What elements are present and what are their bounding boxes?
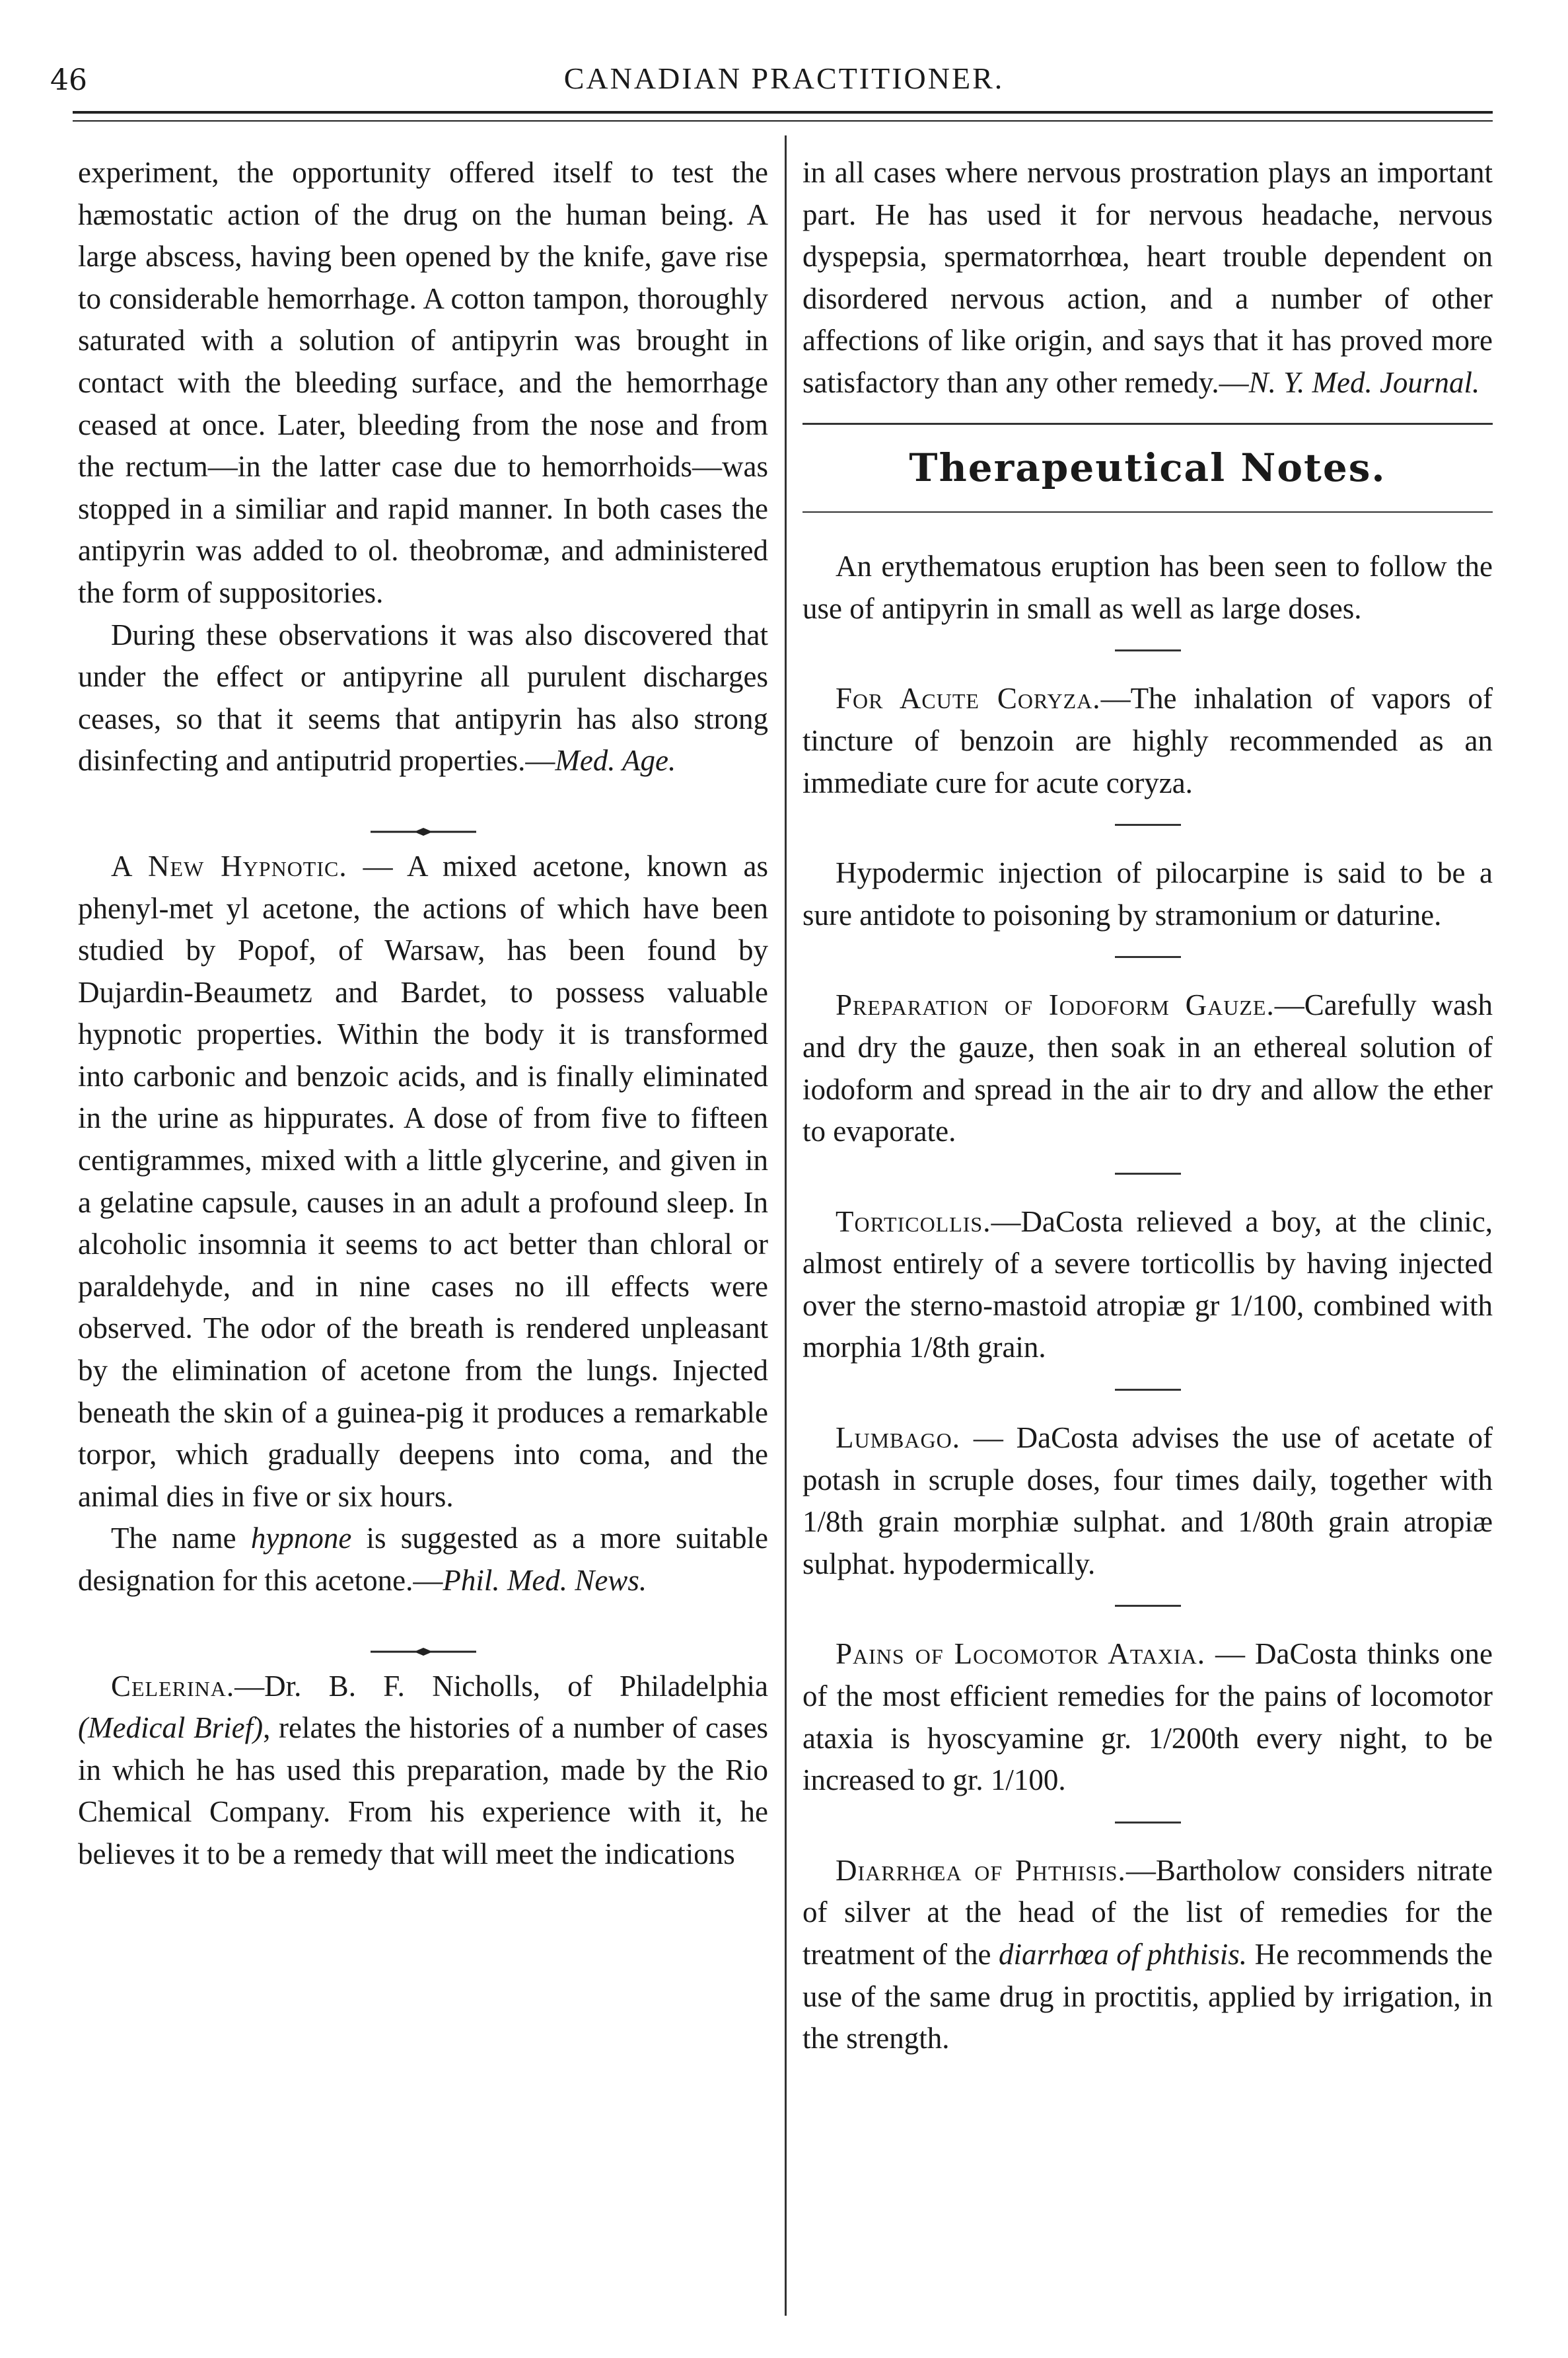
note-separator (1115, 1173, 1181, 1175)
italic-term: diarrhœa of phthisis. (998, 1938, 1248, 1971)
article-hypnone-paragraph (78, 1518, 768, 1602)
article-heading: Celerina. (111, 1669, 235, 1703)
column-divider (785, 135, 787, 2316)
note-separator (1115, 1389, 1181, 1391)
note-heading: Lumbago. (836, 1421, 960, 1455)
ornament-divider (78, 806, 768, 819)
note-body: — DaCosta advises the use of acetate of potash in scruple doses, four times daily, together with 1/8th grain morphiæ sulphat. and 1/80th grain atropiæ sulphat. hypodermically. (802, 1421, 1493, 1580)
note-separator (1115, 1822, 1181, 1824)
source-citation: Phil. Med. News. (443, 1564, 647, 1597)
note-heading: Torticollis. (836, 1204, 991, 1238)
note-separator (1115, 1605, 1181, 1607)
note-diarrhoea-phthisis (802, 1850, 1493, 2060)
section-rule-top (802, 423, 1493, 425)
article-heading: A New Hypnotic. (111, 849, 347, 883)
paragraph-text: in all cases where nervous prostration plays an important part. He has used it for nervous headache, nervous dyspepsia, spermatorrhœa, heart trouble dependent on disordered nervous action, and a number of other affections of like origin, and says that it has proved more satisfactory than any other remedy.— (802, 156, 1493, 399)
note-body: —The inhalation of vapors of tincture of benzoin are highly recommended as an immediate cure for acute coryza. (802, 682, 1493, 799)
paragraph-text: The name (111, 1522, 251, 1555)
header-rule-thin (73, 120, 1493, 122)
note-acute-coryza (802, 678, 1493, 804)
italic-term: hypnone (250, 1522, 352, 1555)
source-citation: N. Y. Med. Journal. (1248, 365, 1480, 399)
running-head: CANADIAN PRACTITIONER. (563, 61, 1005, 95)
page-number: 46 (50, 63, 87, 97)
paragraph-text: is suggested as a more suitable designation for this acetone.— (78, 1522, 768, 1597)
ornament-line-icon (371, 1647, 476, 1656)
article-celerina-continuation (802, 152, 1493, 404)
article-new-hypnotic (78, 846, 768, 1518)
section-rule-bottom (802, 511, 1493, 513)
article-antipyrin-paragraph (78, 614, 768, 782)
source-citation: (Medical Brief) (78, 1711, 264, 1745)
right-column (802, 152, 1493, 2060)
article-celerina (78, 1666, 768, 1876)
note-separator (1115, 824, 1181, 826)
left-column (78, 152, 768, 1876)
article-antipyrin-continuation: experiment, the opportunity offered itself to test the hæmostatic action of the drug on the human being. A large abscess, having been opened by the knife, gave rise to considerable hemorrhage. A cotton tampon, thoroughly saturated with a solution of antipyrin was brought in contact with the bleeding surface, and the hemorrhage ceased at once. Later, bleeding from the nose and from the rectum—in the latter case due to hemorrhoids—was stopped in a similiar and rapid manner. In both cases the antipyrin was added to ol. theobromæ, and administered the form of suppositories. (78, 156, 768, 609)
note-heading: Diarrhœa of Phthisis. (836, 1853, 1126, 1887)
note-body: —Bartholow considers nitrate of silver at the head of the list of remedies for the treatment of the (802, 1853, 1493, 1971)
note-separator (1115, 649, 1181, 651)
article-body: —Dr. B. F. Nicholls, of Philadelphia (234, 1669, 768, 1703)
note-body: — DaCosta thinks one of the most efficient remedies for the pains of locomotor ataxia is hyoscyamine gr. 1/200th every night, to be increased to gr. 1/100. (802, 1637, 1493, 1797)
section-title: Therapeutical Notes. (909, 445, 1386, 490)
note-heading: Pains of Locomotor Ataxia. (836, 1637, 1205, 1671)
ornament-line-icon (371, 827, 476, 836)
paragraph-text: During these observations it was also discovered that under the effect or antipyrine all purulent discharges ceases, so that it seems that antipyrin has also strong disinfecting and antiputrid properties.— (78, 618, 768, 778)
note-body: —DaCosta relieved a boy, at the clinic, almost entirely of a severe torticollis by having injected over the sterno-mastoid atropiæ gr 1/100, combined with morphia 1/8th grain. (802, 1204, 1493, 1364)
article-body: , relates the histories of a number of cases in which he has used this preparation, made by the Rio Chemical Company. From his experience with it, he believes it to be a remedy that will meet the indications (78, 1711, 768, 1870)
article-body: — A mixed acetone, known as phenyl-met yl acetone, the actions of which have been studied by Popof, of Warsaw, has been found by Dujardin-Beaumetz and Bardet, to possess valuable hypnotic properties. Within the body it is transformed into carbonic and benzoic acids, and is finally eliminated in the urine as hippurates. A dose of from five to fifteen centigrammes, mixed with a little glycerine, and given in a gelatine capsule, causes in an adult a profound sleep. In alcoholic insomnia it seems to act better than chloral or paraldehyde, and in nine cases no ill effects were observed. The odor of the breath is rendered unpleasant by the elimination of acetone from the lungs. Injected beneath the skin of a guinea-pig it produces a remarkable torpor, which gradually deepens into coma, and the animal dies in five or six hours. (78, 849, 769, 1513)
ornament-divider (78, 1626, 768, 1639)
note-pilocarpine: Hypodermic injection of pilocarpine is said to be a sure antidote to poisoning by stramonium or daturine. (802, 856, 1493, 932)
note-heading: Preparation of Iodoform Gauze. (836, 988, 1275, 1022)
note-erythematous-eruption: An erythematous eruption has been seen to follow the use of antipyrin in small as well as large doses. (802, 550, 1493, 625)
source-citation: Med. Age. (555, 744, 676, 778)
note-torticollis (802, 1201, 1493, 1369)
note-body: He recommends the use of the same drug in proctitis, applied by irrigation, in the strength. (802, 1938, 1493, 2055)
note-separator (1115, 956, 1181, 958)
note-iodoform-gauze (802, 984, 1493, 1152)
note-lumbago (802, 1417, 1493, 1585)
note-heading: For Acute Coryza. (836, 682, 1101, 716)
note-body: —Carefully wash and dry the gauze, then soak in an ethereal solution of iodoform and spread in the air to dry and allow the ether to evaporate. (802, 988, 1493, 1148)
note-locomotor-ataxia (802, 1633, 1493, 1801)
header-rule-thick (73, 111, 1493, 114)
